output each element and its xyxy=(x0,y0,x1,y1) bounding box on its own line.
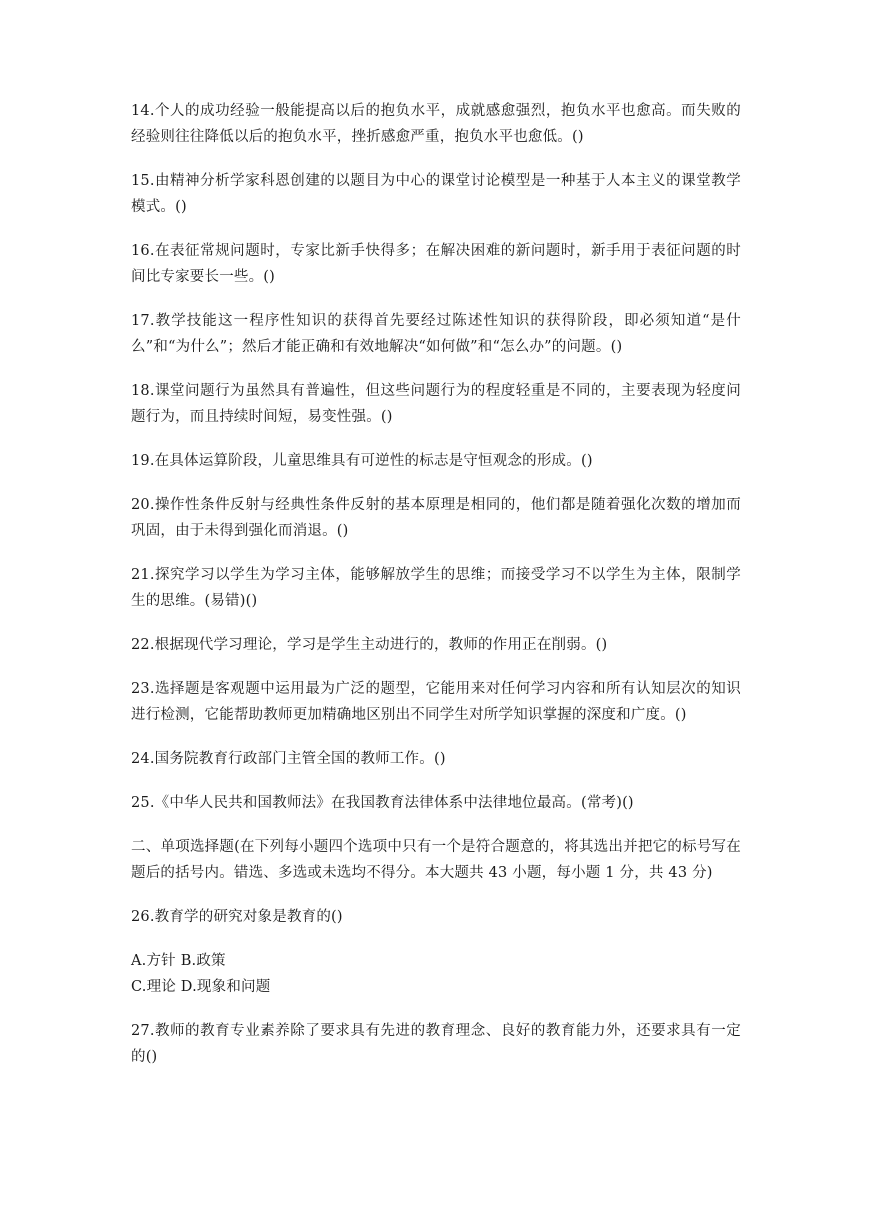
question-27: 27.教师的教育专业素养除了要求具有先进的教育理念、良好的教育能力外，还要求具有一定的() xyxy=(131,1023,741,1065)
question-19: 19.在具体运算阶段，儿童思维具有可逆性的标志是守恒观念的形成。() xyxy=(131,453,593,469)
question-21: 21.探究学习以学生为学习主体，能够解放学生的思维；而接受学习不以学生为主体，限制学生的思维。(易错)() xyxy=(131,567,741,609)
options-line-cd: C.理论 D.现象和问题 xyxy=(131,979,271,995)
question-20: 20.操作性条件反射与经典性条件反射的基本原理是相同的，他们都是随着强化次数的增加而巩固，由于未得到强化而消退。() xyxy=(131,497,741,539)
question-26: 26.教育学的研究对象是教育的() xyxy=(131,909,343,925)
question-24: 24.国务院教育行政部门主管全国的教师工作。() xyxy=(131,751,446,767)
question-17: 17.教学技能这一程序性知识的获得首先要经过陈述性知识的获得阶段，即必须知道“是什么”和“为什么”；然后才能正确和有效地解决“如何做”和“怎么办”的问题。() xyxy=(131,313,741,355)
options-line-ab: A.方针 B.政策 xyxy=(131,953,226,969)
question-23: 23.选择题是客观题中运用最为广泛的题型，它能用来对任何学习内容和所有认知层次的知识进行检测，它能帮助教师更加精确地区别出不同学生对所学知识掌握的深度和广度。() xyxy=(131,681,741,723)
question-16: 16.在表征常规问题时，专家比新手快得多；在解决困难的新问题时，新手用于表征问题的时间比专家要长一些。() xyxy=(131,243,741,285)
document-page xyxy=(131,98,741,1088)
question-26-options xyxy=(131,948,741,1000)
question-25: 25.《中华人民共和国教师法》在我国教育法律体系中法律地位最高。(常考)() xyxy=(131,795,634,811)
question-14: 14.个人的成功经验一般能提高以后的抱负水平，成就感愈强烈，抱负水平也愈高。而失败的经验则往往降低以后的抱负水平，挫折感愈严重，抱负水平也愈低。() xyxy=(131,103,741,145)
question-22: 22.根据现代学习理论，学习是学生主动进行的，教师的作用正在削弱。() xyxy=(131,637,608,653)
question-15: 15.由精神分析学家科恩创建的以题目为中心的课堂讨论模型是一种基于人本主义的课堂教学模式。() xyxy=(131,173,741,215)
question-18: 18.课堂问题行为虽然具有普遍性，但这些问题行为的程度轻重是不同的，主要表现为轻度问题行为，而且持续时间短，易变性强。() xyxy=(131,383,741,425)
section-heading-single-choice: 二、单项选择题(在下列每小题四个选项中只有一个是符合题意的，将其选出并把它的标号写在题后的括号内。错选、多选或未选均不得分。本大题共 43 小题，每小题 1 分，共 43 分) xyxy=(131,839,741,881)
